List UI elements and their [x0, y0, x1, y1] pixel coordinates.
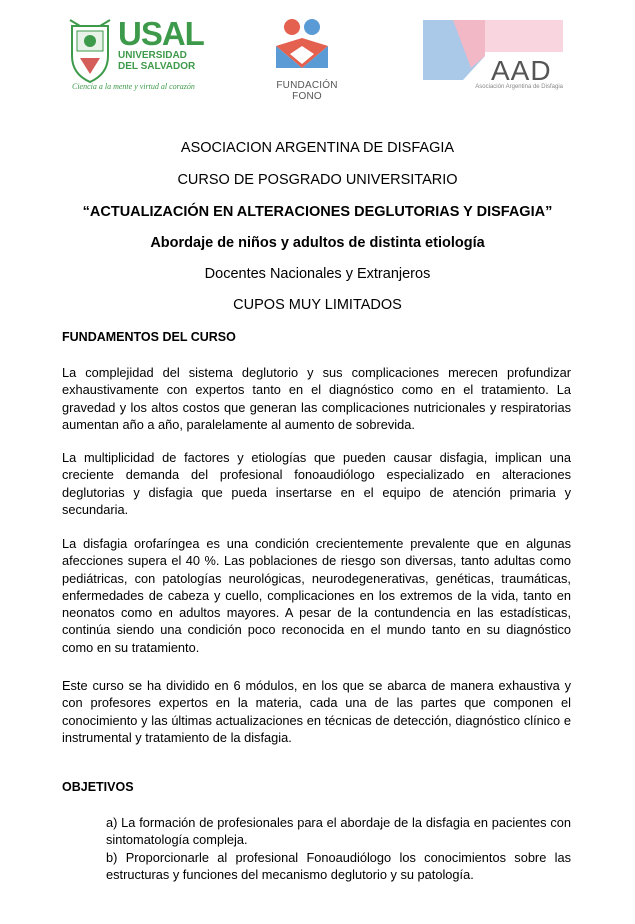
- logo-header: [0, 0, 635, 110]
- places-heading: CUPOS MUY LIMITADOS: [233, 297, 402, 313]
- usal-logo: [68, 14, 228, 94]
- objetivos-title: OBJETIVOS: [62, 780, 134, 794]
- fundamentos-paragraph-3: La disfagia orofaríngea es una condición crecientemente prevalente que en algunas afecciones supera el 40 %. Las poblaciones de riesgo son diversas, tanto adultas como pediátricas, con patologías neurológicas, neurodegenerativas, genéticas, traumáticas, enfermedades de cabeza y cuello, complicaciones en los extremos de la vida, tanto en neonatos como en adultos mayores. A pesar de la contundencia en las estadísticas, continúa siendo una condición poco reconocida en el mundo tanto en su diagnóstico como en su tratamiento.: [62, 536, 571, 655]
- fundamentos-title: FUNDAMENTOS DEL CURSO: [62, 330, 236, 344]
- course-type-heading: CURSO DE POSGRADO UNIVERSITARIO: [177, 172, 458, 188]
- usal-name: USAL: [118, 15, 204, 52]
- usal-motto: Ciencia a la mente y virtud al corazón: [72, 82, 195, 91]
- usal-shield-icon: [68, 18, 112, 84]
- association-heading: ASOCIACION ARGENTINA DE DISFAGIA: [180, 140, 455, 156]
- fundamentos-paragraph-4: Este curso se ha dividido en 6 módulos, en los que se abarca de manera exhaustiva y con profesores expertos en la materia, cada una de las partes que componen el conocimiento y las últimas actualizaciones en técnicas de detección, diagnóstico clínico e instrumental y tratamiento de la disfagia.: [62, 678, 571, 745]
- aad-logo: [423, 18, 563, 94]
- objetivos-list: [106, 814, 571, 883]
- fundamentos-paragraph-2: La multiplicidad de factores y etiologías que pueden causar disfagia, implican una creciente demanda del profesional fonoaudiólogo especializado en alteraciones deglutorias y disfagia que pueda insertarse en el equipo de atención primaria y secundaria.: [62, 450, 571, 517]
- objetivo-item-a: a) La formación de profesionales para el abordaje de la disfagia en pacientes con sintomatología compleja.: [106, 815, 571, 848]
- fono-mark-icon: [272, 18, 332, 74]
- fono-name: FUNDACIÓN FONO: [276, 80, 338, 102]
- teachers-heading: Docentes Nacionales y Extranjeros: [204, 266, 431, 282]
- usal-subtitle-2: DEL SALVADOR: [118, 61, 196, 72]
- usal-subtitle-1: UNIVERSIDAD: [118, 50, 187, 61]
- course-subtitle-heading: Abordaje de niños y adultos de distinta etiología: [150, 235, 485, 251]
- objetivo-item-b: b) Proporcionarle al profesional Fonoaudiólogo los conocimientos sobre las estructuras y funciones del mecanismo deglutorio y su patología.: [106, 849, 571, 882]
- aad-name: AAD: [491, 55, 552, 86]
- aad-subtitle: Asociación Argentina de Disfagia: [475, 84, 563, 90]
- fundacion-fono-logo: [262, 18, 352, 102]
- fundamentos-paragraph-1: La complejidad del sistema deglutorio y sus complicaciones merecen profundizar exhaustivamente con expertos tanto en el diagnóstico como en el tratamiento. La gravedad y los altos costos que generan las complicaciones nutricionales y respiratorias aumentan año a año, paralelamente al aumento de sobrevida.: [62, 365, 571, 432]
- course-title-heading: “ACTUALIZACIÓN EN ALTERACIONES DEGLUTORIAS Y DISFAGIA”: [82, 204, 553, 220]
